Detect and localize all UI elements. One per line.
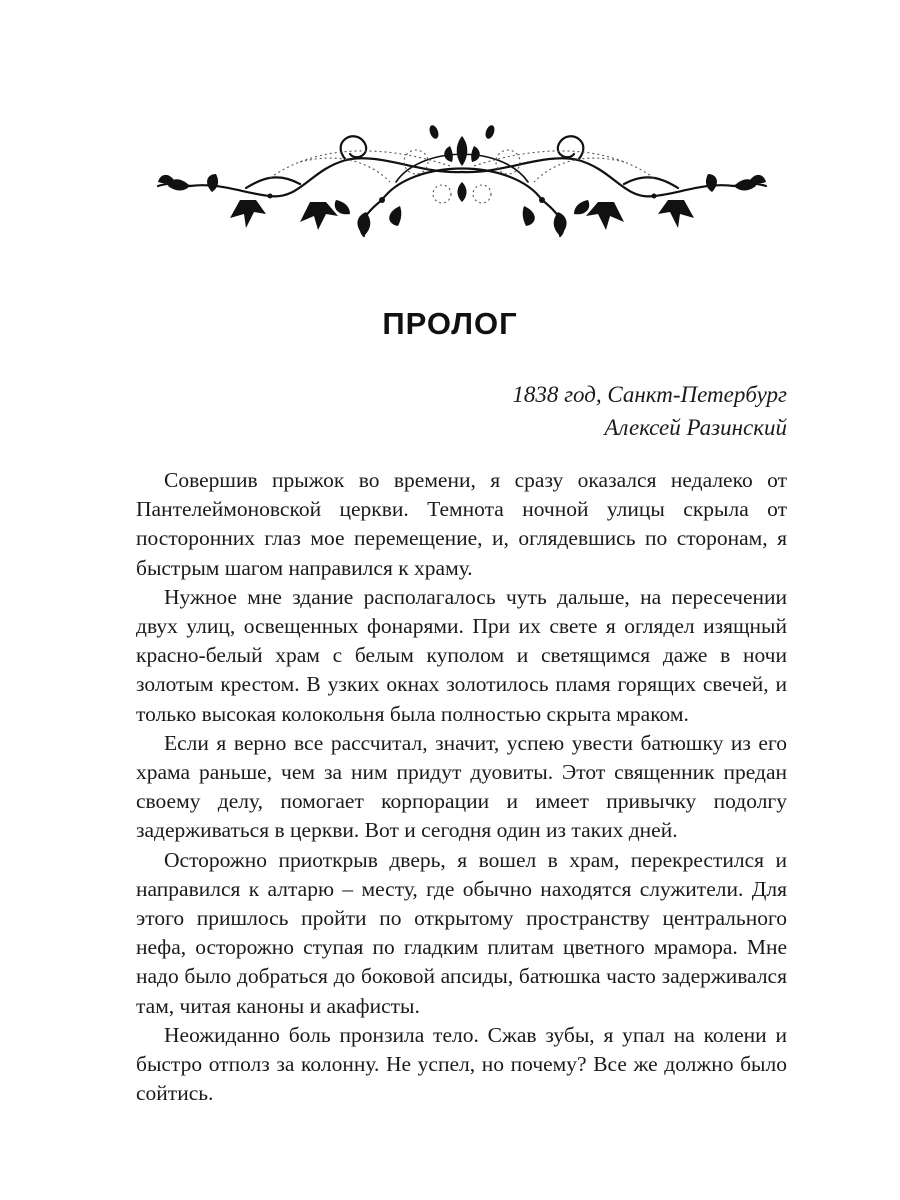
paragraph: Нужное мне здание располагалось чуть дальше, на пересечении двух улиц, освещенных фонарями. При их свете я оглядел изящный красно-белый храм с белым куполом и светящимся даже в ночи золотым крестом. В узких окнах золотилось пламя горящих свечей, и только высокая колокольня была полностью скрыта мраком.	[136, 584, 787, 726]
paragraph: Если я верно все рассчитал, значит, успею увести батюшку из его храма раньше, чем за ним придут дуовиты. Этот священник предан своему делу, помогает корпорации и имеет привычку подолгу задерживаться в церкви. Вот и сегодня один из таких дней.	[136, 730, 787, 843]
epigraph	[512, 378, 787, 444]
paragraph: Осторожно приоткрыв дверь, я вошел в храм, перекрестился и направился к алтарю – месту, где обычно находятся служители. Для этого пришлось пройти по открытому пространству центрального нефа, осторожно ступая по гладким плитам цветного мрамора. Мне надо было добраться до боковой апсиды, батюшка часто задерживался там, читая каноны и акафисты.	[136, 847, 787, 1018]
paragraph: Неожиданно боль пронзила тело. Сжав зубы, я упал на колени и быстро отполз за колонну. Не успел, но почему? Все же должно было сойтись.	[136, 1022, 787, 1106]
floral-vignette-icon	[150, 122, 774, 244]
chapter-title: ПРОЛОГ	[382, 306, 518, 341]
paragraph: Совершив прыжок во времени, я сразу оказался недалеко от Пантелеймоновской церкви. Темнота ночной улицы скрыла от посторонних глаз мое перемещение, и, оглядевшись по сторонам, я быстрым шагом направился к храму.	[136, 468, 787, 580]
epigraph-author: Алексей Разинский	[604, 415, 787, 440]
chapter-text	[136, 466, 787, 1108]
epigraph-date-place: 1838 год, Санкт-Петербург	[512, 382, 787, 407]
